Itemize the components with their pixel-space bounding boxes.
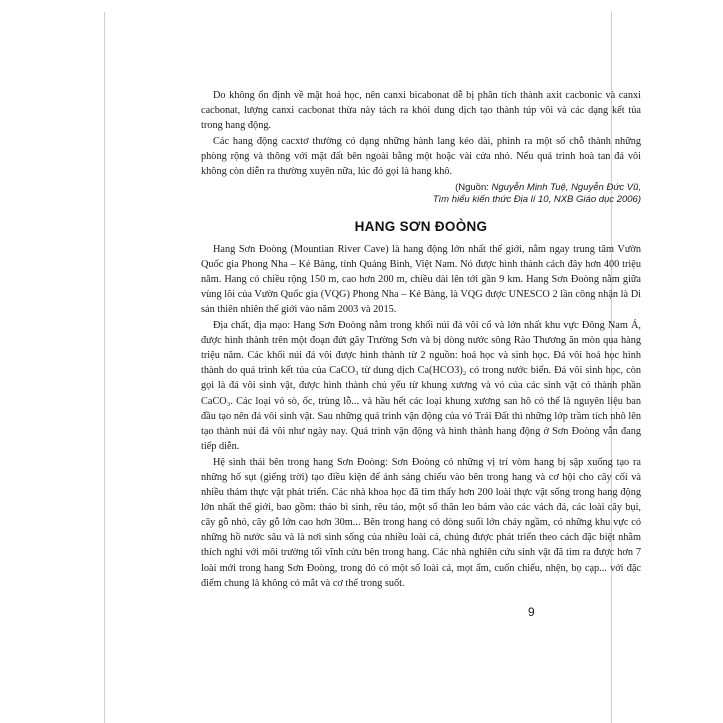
body-paragraph-3: Hệ sinh thái bên trong hang Sơn Đoòng: Sơn Đoòng có những vị trí vòm hang bị sập xuống tạo ra những hố sụt (giếng trời) tạo điều kiện để ánh sáng chiếu vào bên trong hang và cơ hội cho cây cối và nhiều thảm thực vật phát triển. Các nhà khoa học đã tìm thấy hơn 200 loài thực vật sống trong hang động lớn nhất thế giới, bao gồm: thảo bì sinh, rêu tảo, một số thân leo bám vào các vách đá, các loài cây bụi, cây gỗ nhỏ, cây gỗ lớn cao hơn 30m... Bên trong hang có dòng suối lớn chảy ngầm, có những khu vực có những hồ nước sâu và là nơi sinh sống của nhiều loài cá, chúng được phát triển theo cách đặc biệt nhằm thích nghi với môi trường tối vĩnh cửu bên trong hang. Các nhà nghiên cứu sinh vật đã tìm ra được hơn 7 loài mới trong hang Sơn Đoòng, trong đó có một số loài cá, mọt ẩm, cuốn chiếu, nhện, bọ cạp... với đặc điểm chung là không có mắt và cơ thể trong suốt. xyxy=(201,456,641,589)
intro-paragraph-2: Các hang động cacxtơ thường có dạng những hành lang kéo dài, phình ra một số chỗ thành những phòng rộng và thông với mặt đất bên ngoài bằng một hoặc vài cửa nhỏ. Nếu quá trình hoà tan đá vôi không còn diễn ra thường xuyên nữa, lúc đó gọi là hang khô. xyxy=(201,136,641,178)
source-authors: Nguyễn Minh Tuệ, Nguyễn Đức Vũ, xyxy=(491,181,641,193)
body-paragraph-1: Hang Sơn Đoòng (Mountian River Cave) là hang động lớn nhất thế giới, nằm ngay trung tâm Vườn Quốc gia Phong Nha – Kẻ Bàng, tỉnh Quảng Bình, Việt Nam. Nó được hình thành cách đây hơn 400 triệu năm. Hang có chiều rộng 150 m, cao hơn 200 m, chiều dài lên tới gần 9 km. Hang Sơn Đoòng nằm giữa vùng lõi của Vườn Quốc gia (VQG) Phong Nha – Kẻ Bàng, là VQG được UNESCO 2 lần công nhận là Di sản thiên nhiên thế giới vào năm 2003 và 2015. xyxy=(201,243,641,315)
source-reference: Tìm hiểu kiến thức Địa lí 10, NXB Giáo dục 2006) xyxy=(432,194,641,206)
body-paragraph-2: Địa chất, địa mạo: Hang Sơn Đoòng nằm trong khối núi đá vôi cổ và lớn nhất khu vực Đông Nam Á, được hình thành trên một đoạn đứt gãy Trường Sơn và bị dòng nước sông Rào Thương ăn mòn qua hàng triệu năm. Các khối núi đá vôi được hình thành từ 2 nguồn: hoá học và sinh học. Đá vôi hoá học hình thành do quá trình kết tủa của CaCO₃ từ dung dịch Ca(HCO3)₂ có trong nước biển. Đá vôi sinh học, còn gọi là đá vôi sinh vật, được hình thành chủ yếu từ khung xương và vỏ của các sinh vật có thành phần CaCO₃. Các loại vỏ sò, ốc, trùng lỗ... và hầu hết các loại khung xương san hô có thể là nguyên liệu ban đầu tạo nên đá vôi sinh vật. Sau những quá trình vận động của vỏ Trái Đất thì những lớp trầm tích nhô lên tạo thành núi đá vôi như ngày nay. Quá trình vận động và hình thành hang động ở Sơn Đoòng vẫn đang tiếp diễn. xyxy=(201,320,641,452)
source-open: (Nguồn: xyxy=(455,181,492,193)
page-content xyxy=(201,88,641,591)
source-citation xyxy=(201,182,641,207)
book-page xyxy=(104,12,641,723)
section-title: HANG SƠN ĐOÒNG xyxy=(354,218,488,234)
intro-paragraph-1: Do không ổn định về mặt hoá học, nên canxi bicabonat dễ bị phân tích thành axit cacbonic và canxi cacbonat, lượng canxi cacbonat thừa này tách ra khỏi dung dịch tạo thành túp vôi và các dạng kết tủa trong hang động. xyxy=(201,90,641,132)
page-number: 9 xyxy=(528,605,535,619)
